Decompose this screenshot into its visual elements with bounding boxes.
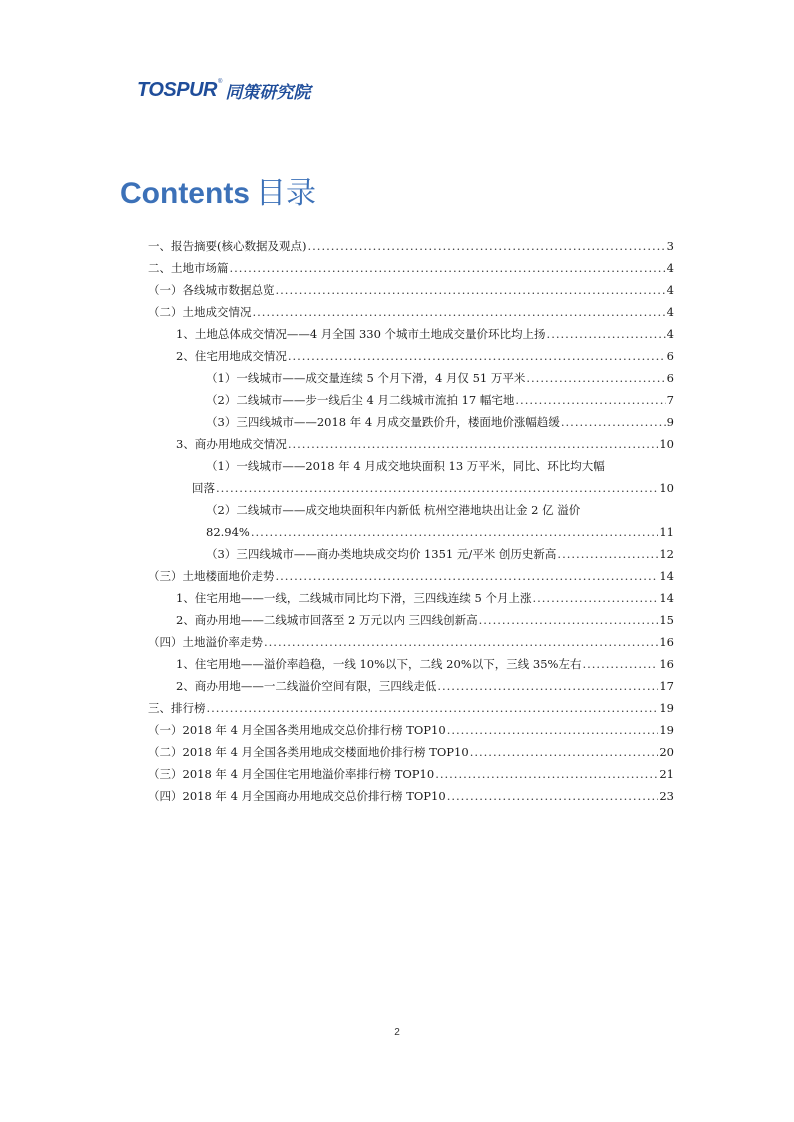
toc-entry-title: 一、报告摘要(核心数据及观点) <box>148 239 307 253</box>
toc-entry-page: 15 <box>659 613 674 627</box>
toc-entry-page: 4 <box>666 261 674 275</box>
toc-entry-page: 6 <box>666 349 674 363</box>
toc-entry-multiline[interactable] <box>206 499 674 521</box>
toc-entry[interactable] <box>206 543 674 565</box>
toc-entry-page: 10 <box>659 437 674 451</box>
toc-entry[interactable] <box>206 389 674 411</box>
toc-leader-dots <box>582 653 658 675</box>
toc-entry-title: （三）土地楼面地价走势 <box>148 569 275 583</box>
toc-entry-title: 1、住宅用地——溢价率趋稳，一线 10%以下，二线 20%以下，三线 35%左右 <box>176 657 582 671</box>
toc-leader-dots <box>216 477 658 499</box>
toc-entry-title: 1、住宅用地——一线，二线城市同比均下滑，三四线连续 5 个月上涨 <box>176 591 532 605</box>
toc-entry-title: （四）土地溢价率走势 <box>148 635 263 649</box>
toc-entry[interactable] <box>206 521 674 543</box>
toc-entry[interactable] <box>206 411 674 433</box>
toc-entry[interactable] <box>148 565 674 587</box>
logo-wordmark: TOSPUR <box>137 78 217 101</box>
toc-entry-page: 11 <box>659 525 674 539</box>
toc-leader-dots <box>526 367 665 389</box>
toc-entry-title: （一）2018 年 4 月全国各类用地成交总价排行榜 TOP10 <box>148 723 446 737</box>
toc-entry-page: 17 <box>659 679 674 693</box>
toc-entry-page: 9 <box>666 415 674 429</box>
logo-chinese-name: 同策研究院 <box>225 82 311 103</box>
toc-entry-title: （一）各线城市数据总览 <box>148 283 275 297</box>
toc-entry[interactable] <box>148 235 674 257</box>
toc-leader-dots <box>547 323 666 345</box>
toc-entry-page: 19 <box>659 723 674 737</box>
toc-leader-dots <box>230 257 666 279</box>
toc-entry[interactable] <box>148 741 674 763</box>
toc-leader-dots <box>479 609 659 631</box>
toc-leader-dots <box>447 719 659 741</box>
title-chinese: 目录 <box>256 176 316 211</box>
toc-leader-dots <box>307 235 665 257</box>
toc-entry-title: （四）2018 年 4 月全国商办用地成交总价排行榜 TOP10 <box>148 789 446 803</box>
toc-entry-page: 3 <box>666 239 674 253</box>
toc-leader-dots <box>515 389 665 411</box>
toc-entry-title: 二、土地市场篇 <box>148 261 229 275</box>
toc-entry-page: 23 <box>659 789 674 803</box>
toc-entry-page: 10 <box>659 481 674 495</box>
toc-leader-dots <box>253 301 666 323</box>
toc-entry[interactable] <box>148 763 674 785</box>
tospur-logo <box>137 78 310 102</box>
toc-entry-page: 7 <box>666 393 674 407</box>
toc-entry[interactable] <box>148 697 674 719</box>
toc-leader-dots <box>276 279 666 301</box>
toc-entry-page: 4 <box>666 327 674 341</box>
toc-entry-title-line1: （2）二线城市——成交地块面积年内新低 杭州空港地块出让金 2 亿 溢价 <box>206 503 581 517</box>
toc-entry-page: 14 <box>659 569 674 583</box>
toc-entry-title: （二）2018 年 4 月全国各类用地成交楼面地价排行榜 TOP10 <box>148 745 469 759</box>
toc-entry[interactable] <box>206 367 674 389</box>
toc-entry-title: （2）二线城市——步一线后尘 4 月二线城市流拍 17 幅宅地 <box>206 393 515 407</box>
toc-leader-dots <box>207 697 659 719</box>
toc-entry-title: 2、商办用地——二线城市回落至 2 万元以内 三四线创新高 <box>176 613 478 627</box>
toc-entry-page: 20 <box>659 745 674 759</box>
toc-entry-title: （1）一线城市——成交量连续 5 个月下滑，4 月仅 51 万平米 <box>206 371 526 385</box>
toc-entry-title: （3）三四线城市——2018 年 4 月成交量跌价升，楼面地价涨幅趋缓 <box>206 415 560 429</box>
toc-entry[interactable] <box>148 257 674 279</box>
toc-entry-page: 21 <box>659 767 674 781</box>
toc-leader-dots <box>435 763 658 785</box>
toc-leader-dots <box>288 433 659 455</box>
toc-leader-dots <box>264 631 658 653</box>
toc-entry[interactable] <box>176 653 674 675</box>
toc-entry-page: 6 <box>666 371 674 385</box>
toc-entry[interactable] <box>148 631 674 653</box>
toc-leader-dots <box>276 565 659 587</box>
toc-entry-title: 3、商办用地成交情况 <box>176 437 287 451</box>
toc-entry-title: 2、商办用地——一二线溢价空间有限，三四线走低 <box>176 679 437 693</box>
toc-entry[interactable] <box>148 785 674 807</box>
toc-entry[interactable] <box>176 587 674 609</box>
toc-entry[interactable] <box>176 675 674 697</box>
toc-leader-dots <box>561 411 666 433</box>
toc-entry-page: 4 <box>666 305 674 319</box>
toc-leader-dots <box>447 785 659 807</box>
toc-leader-dots <box>557 543 658 565</box>
page-title <box>120 168 316 212</box>
toc-entry-page: 12 <box>659 547 674 561</box>
toc-entry[interactable] <box>148 301 674 323</box>
toc-leader-dots <box>470 741 659 763</box>
toc-entry-page: 16 <box>659 635 674 649</box>
title-english: Contents <box>120 177 250 210</box>
toc-entry[interactable] <box>176 323 674 345</box>
toc-entry-title: 三、排行榜 <box>148 701 206 715</box>
toc-entry-page: 4 <box>666 283 674 297</box>
toc-leader-dots <box>288 345 666 367</box>
toc-entry-title: 回落 <box>192 481 215 495</box>
toc-entry-title: 82.94% <box>206 525 250 539</box>
toc-entry-title: （3）三四线城市——商办类地块成交均价 1351 元/平米 创历史新高 <box>206 547 557 561</box>
toc-entry[interactable] <box>148 279 674 301</box>
registered-mark: ® <box>217 79 223 85</box>
toc-entry[interactable] <box>176 345 674 367</box>
toc-entry-multiline[interactable] <box>206 455 674 477</box>
toc-entry[interactable] <box>148 719 674 741</box>
toc-entry-page: 19 <box>659 701 674 715</box>
toc-entry-title: （三）2018 年 4 月全国住宅用地溢价率排行榜 TOP10 <box>148 767 435 781</box>
page-number: 2 <box>394 1027 400 1038</box>
toc-leader-dots <box>251 521 659 543</box>
toc-leader-dots <box>437 675 658 697</box>
toc-entry[interactable] <box>176 609 674 631</box>
toc-entry[interactable] <box>176 433 674 455</box>
toc-entry-title: 1、土地总体成交情况——4 月全国 330 个城市土地成交量价环比均上扬 <box>176 327 546 341</box>
toc-entry-page: 14 <box>659 591 674 605</box>
toc-entry-page: 16 <box>659 657 674 671</box>
toc-entry-title: （二）土地成交情况 <box>148 305 252 319</box>
toc-leader-dots <box>532 587 658 609</box>
toc-entry[interactable] <box>192 477 674 499</box>
toc-entry-title-line1: （1）一线城市——2018 年 4 月成交地块面积 13 万平米，同比、环比均大幅 <box>206 459 605 473</box>
toc-entry-title: 2、住宅用地成交情况 <box>176 349 287 363</box>
